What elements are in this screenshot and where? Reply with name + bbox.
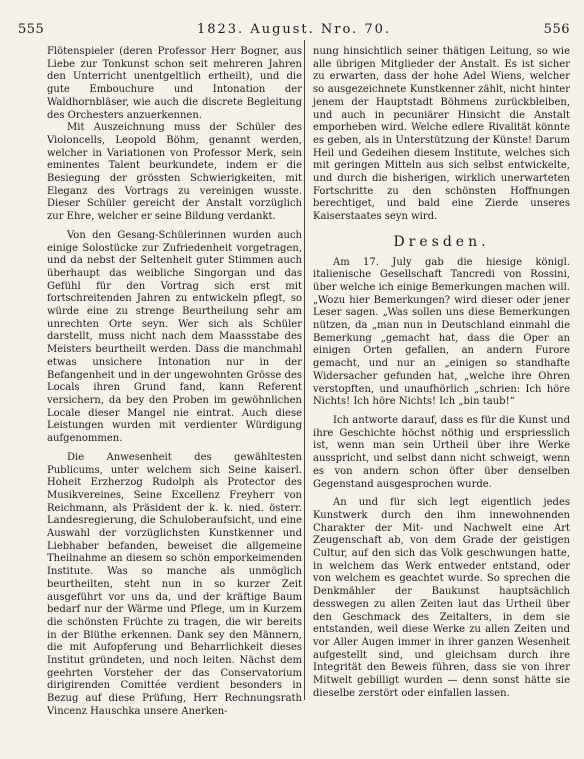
- paragraph: Flötenspieler (deren Professor Herr Bogner, aus Liebe zur Tonkunst schon seit mehreren Jahren den Unterricht unentgeltlich ertheilt), und die gute Embouchure und Intonation der Waldhornbläser, wie auch die discrete Begleitung des Orchesters anzuerkennen.: [47, 46, 302, 121]
- right-page-number: 556: [543, 22, 570, 37]
- paragraph: An und für sich legt eigentlich jedes Kunstwerk durch den ihm innewohnenden Charakter der Mit- und Nachwelt eine Art Zeugenschaft ab, von dem Grade der geistigen Cultur, auf den sich das Volk geschwungen hatte, in welchem das Werk entweder entstand, oder von welchem es geachtet wurde. So sprechen die Denkmähler der Baukunst hauptsächlich desswegen zu allen Zeiten laut das Urtheil über den Geschmack des Zeitalters, in dem sie entstanden, weil diese Werke zu allen Zeiten und vor Aller Augen immer in ihrer ganzen Wesenheit aufgestellt sind, und gleichsam durch ihre Integrität den Beweis führen, dass sie von ihrer Mitwelt gebilligt wurden — denn sonst hätte sie dieselbe zerstört oder einfallen lassen.: [313, 497, 570, 699]
- left-page-number: 555: [18, 22, 45, 37]
- left-column: [47, 46, 302, 719]
- right-column: [313, 46, 570, 700]
- section-title: Dresden.: [393, 233, 490, 250]
- paragraph: Ich antworte darauf, dass es für die Kunst und ihre Geschichte höchst nöthig und erspriesslich ist, wenn man sein Urtheil über ihre Werke ausspricht, und selbst dann nicht schweigt, wenn es von andern schon öfter über denselben Gegenstand ausgesprochen wurde.: [313, 414, 570, 490]
- paragraph: nung hinsichtlich seiner thätigen Leitung, so wie alle übrigen Mitglieder der Anstalt. Es ist sicher zu erwarten, dass der hohe Adel Wiens, welcher so ausgezeichnete Kunstkenner zählt, nicht hinter jenem der Hauptstadt Böhmens zurückbleiben, und auch in pecuniärer Hinsicht die Anstalt emporheben wird. Welche edlere Rivalität könnte es geben, als in Unterstützung der Künste! Darum Heil und Gedeihen diesem Institute, welches sich mit geringen Mitteln aus sich selbst entwickelte, und durch die bisherigen, wirklich unerwarteten Fortschritte zu den schönsten Hoffnungen berechtiget, und bald eine Zierde unseres Kaiserstaates seyn wird.: [313, 46, 570, 223]
- column-divider: [304, 40, 305, 700]
- paragraph: Am 17. July gab die hiesige königl. italienische Gesellschaft Tancredi von Rossini, über welche ich einige Bemerkungen machen will. „Wozu hier Bemerkungen? wird dieser oder jener Leser sagen. „Was sollen uns diese Bemerkungen nützen, da „man nun in Deutschland einmahl die Bemerkung „gemacht hat, dass die Oper an einigen Orten gefallen, an andern Furore gemacht, und nur an „einigen so standhafte Widersacher gefunden hat, „welche ihre Ohren verstopften, und unaufhörlich „schrien: Ich höre Nichts! Ich höre Nichts! Ich „bin taub!“: [313, 256, 570, 408]
- paragraph: Mit Auszeichnung muss der Schüler des Violoncells, Leopold Böhm, genannt werden, welcher in Variationen von Professor Merk, sein eminentes Talent beurkundete, indem er die Besiegung der grössten Schwierigkeiten, mit Eleganz des Vortrags zu vereinigen wusste. Dieser Schüler gereicht der Anstalt vorzüglich zur Ehre, welcher er seine Bildung verdankt.: [47, 122, 302, 223]
- page-header: [18, 22, 570, 40]
- issue-date: 1823. August. Nro. 70.: [196, 22, 392, 37]
- paragraph: Die Anwesenheit des gewähltesten Publicums, unter welchem sich Seine kaiserl. Hoheit Erzherzog Rudolph als Protector des Musikvereines, Seine Excellenz Freyherr von Reichmann, als Präsident der k. k. nied. österr. Landesregierung, die Schuloberaufsicht, und eine Auswahl der vorzüglichsten Kunstkenner und Liebhaber befanden, beweiset die allgemeine Theilnahme an diesem so schön emporkeimenden Institute. Was so manche als unmöglich beurtheilten, steht nun in so kurzer Zeit ausgeführt vor uns da, und der kräftige Baum bedarf nur der Wärme und Pflege, um in Kurzem die schönsten Früchte zu tragen, die wir bereits in der Blüthe erkennen. Dank sey den Männern, die mit Aufopferung und Beharrlichkeit dieses Institut gründeten, und noch leiten. Nächst dem geehrten Vorsteher der das Conservatorium dirigirenden Comittée verdient besonders in Bezug auf diese Prüfung, Herr Rechnungsrath Vincenz Hauschka unsere Anerken-: [47, 451, 302, 717]
- paragraph: Von den Gesang-Schülerinnen wurden auch einige Solostücke zur Zufriedenheit vorgetragen, und da nebst der Seltenheit guter Stimmen auch überhaupt das weibliche Singorgan und das Gefühl für den Vortrag sich erst mit fortschreitenden Jahren zu entwickeln pflegt, so würde eine zu strenge Beurtheilung sehr am unrechten Orte seyn. Wer sich als Schüler darstellt, muss nicht nach dem Maassstabe des Meisters beurtheilt werden. Dass die manchmahl etwas unsichere Intonation nur in der Befangenheit und in der ungewohnten Grösse des Locals ihren Grund fand, kann Referent versichern, da bey den Proben im gewöhnlichen Locale dieser Mangel nie eintrat. Auch diese Leistungen wurden mit verdienter Würdigung aufgenommen.: [47, 229, 302, 445]
